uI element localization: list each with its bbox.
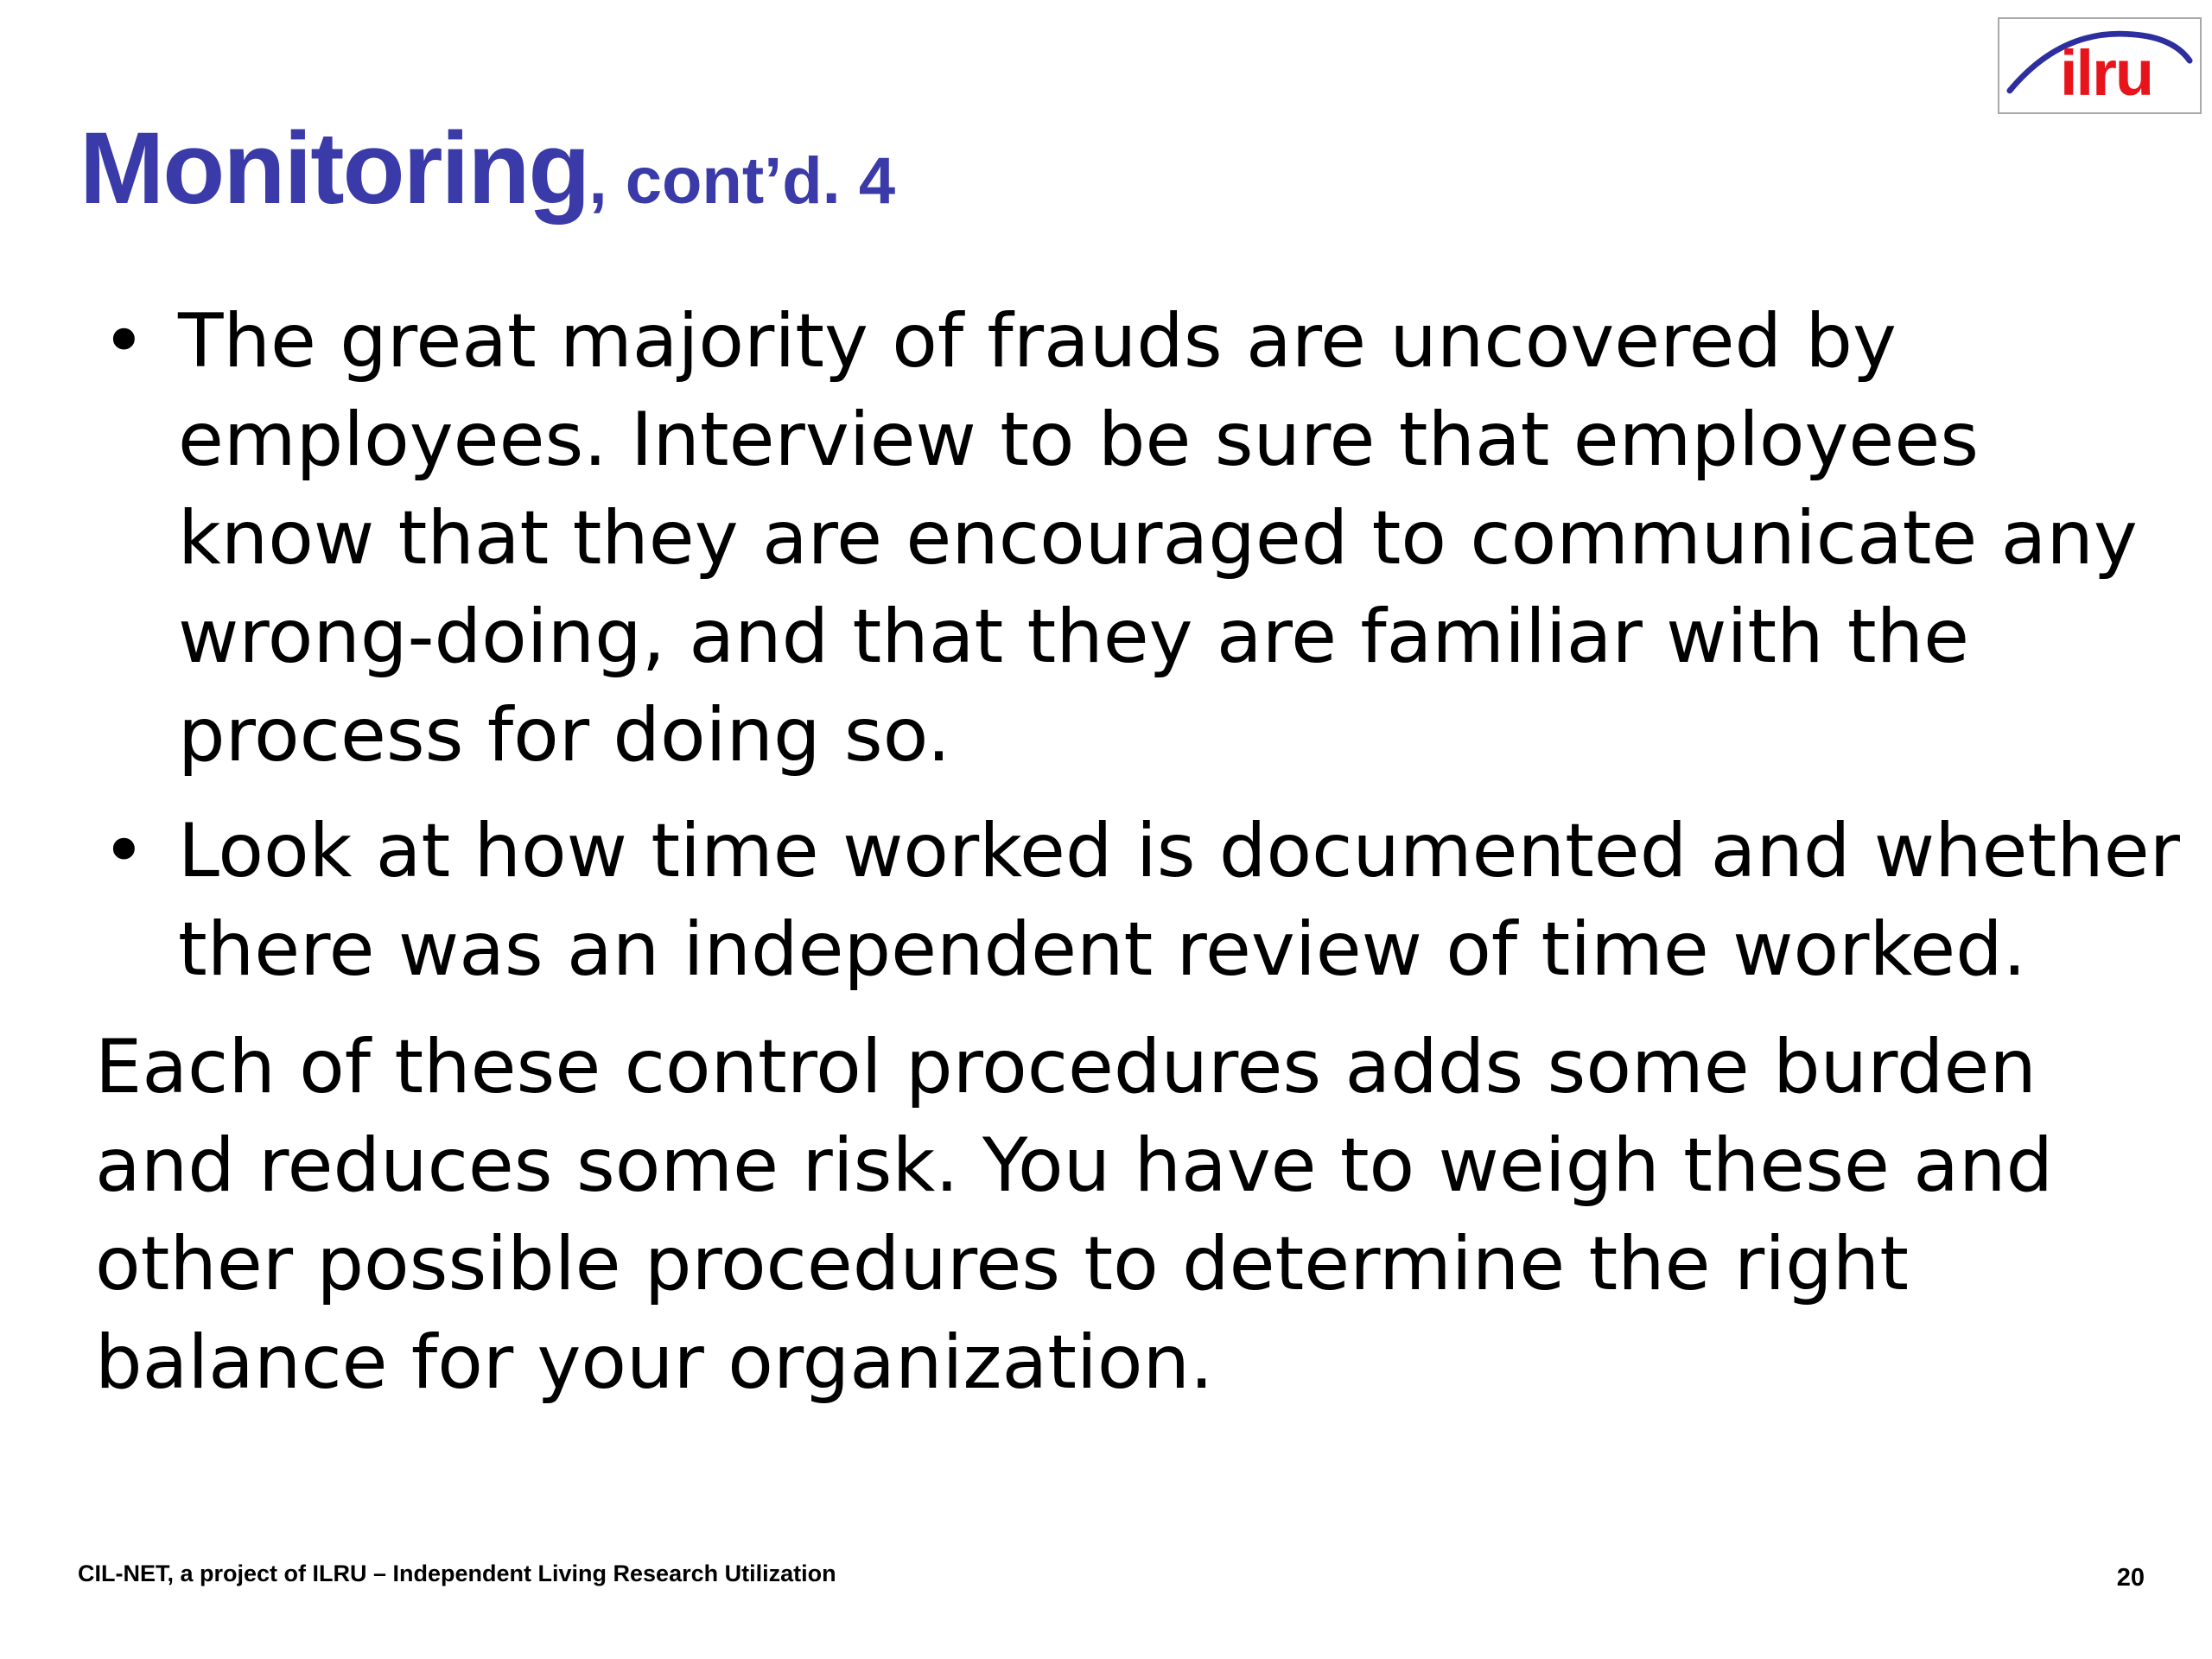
bullet-text: The great majority of frauds are uncovered by employees. Interview to be sure that employees know that they are encouraged to communicate any wrong-doing, and that they are familiar with the process for doing so. xyxy=(178,298,2138,779)
footer-credit: CIL-NET, a project of ILRU – Independent Living Research Utilization xyxy=(78,1560,836,1586)
bullet-item xyxy=(95,802,2186,999)
bullet-list xyxy=(95,292,2186,1016)
page-title xyxy=(79,111,896,226)
bullet-icon: • xyxy=(102,298,146,385)
bullet-icon: • xyxy=(102,808,146,894)
title-main: Monitoring xyxy=(79,111,589,226)
bullet-item xyxy=(95,292,2186,785)
page-number: 20 xyxy=(2116,1564,2145,1592)
bullet-text: Look at how time worked is documented and whether there was an independent review of time worked. xyxy=(178,808,2181,993)
summary-paragraph: Each of these control procedures adds some burden and reduces some risk. You have to weigh these and other possible procedures to determine the right balance for your organization. xyxy=(95,1024,2054,1406)
title-suffix: , cont’d. 4 xyxy=(588,144,896,218)
logo-wordmark: ilru xyxy=(2060,37,2153,109)
ilru-logo xyxy=(1998,17,2202,114)
